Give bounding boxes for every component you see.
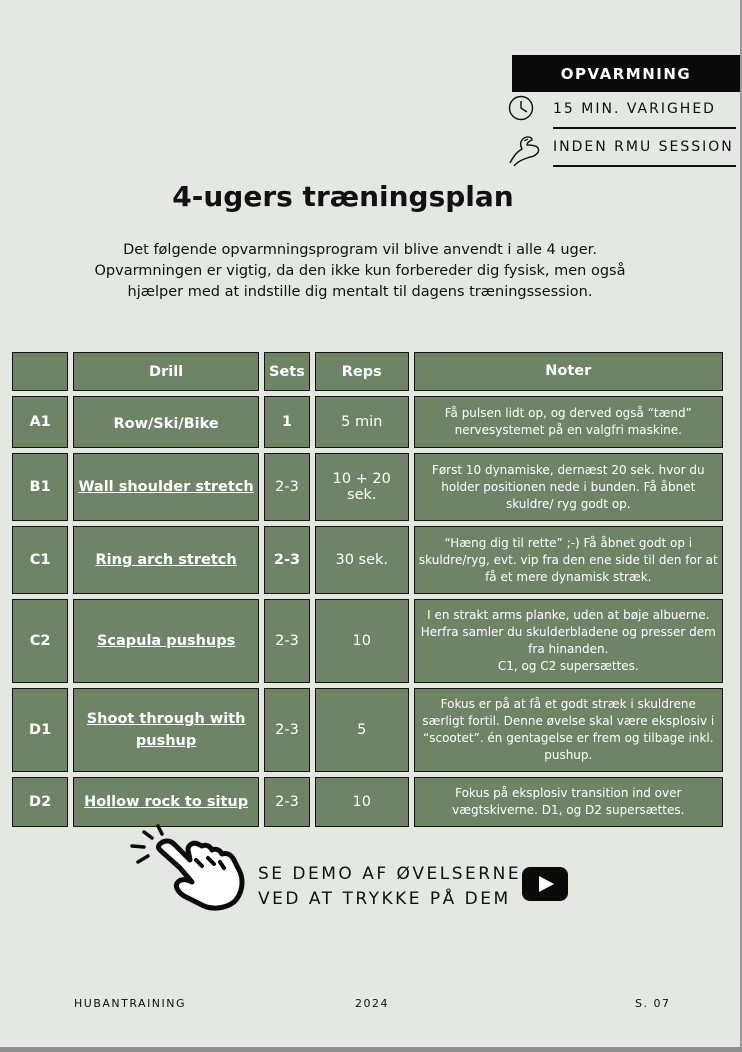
duration-underline bbox=[553, 127, 736, 129]
page-bottom-bar bbox=[0, 1047, 742, 1052]
header-sets: Sets bbox=[264, 352, 310, 391]
demo-instructions bbox=[258, 862, 521, 912]
play-triangle bbox=[539, 876, 554, 892]
header-reps: Reps bbox=[315, 352, 409, 391]
drill-cell bbox=[73, 599, 259, 683]
duration-row bbox=[508, 95, 736, 125]
drill-cell bbox=[73, 396, 259, 448]
training-plan-table bbox=[12, 347, 728, 832]
drill-demo-link[interactable]: Ring arch stretch bbox=[95, 552, 237, 568]
table-row bbox=[12, 526, 723, 594]
clock-icon bbox=[508, 95, 538, 129]
table-header-row bbox=[12, 352, 723, 391]
superset-note: C1, og C2 supersættes. bbox=[497, 659, 639, 673]
duration-label: 15 MIN. VARIGHED bbox=[553, 101, 716, 117]
youtube-play-icon[interactable] bbox=[522, 867, 568, 901]
row-id: B1 bbox=[12, 453, 68, 521]
table-row bbox=[12, 599, 723, 683]
drill-demo-link[interactable]: Wall shoulder stretch bbox=[78, 479, 254, 495]
footer-page-number: S. 07 bbox=[635, 997, 671, 1010]
drill-demo-link[interactable]: Hollow rock to situp bbox=[84, 794, 249, 810]
row-id: C2 bbox=[12, 599, 68, 683]
header-drill: Drill bbox=[73, 352, 259, 391]
notes-cell bbox=[414, 599, 723, 683]
flexed-arm-icon bbox=[508, 133, 544, 171]
notes-text: I en strakt arms planke, uden at bøje albuerne. Herfra samler du skulderbladene og presser dem fra hinanden. bbox=[420, 608, 716, 656]
session-underline bbox=[553, 165, 736, 167]
drill-demo-link[interactable]: Shoot through with pushup bbox=[86, 711, 246, 749]
session-row bbox=[508, 133, 736, 163]
notes-cell: Få pulsen lidt op, og derved også “tænd” nervesystemet på en valgfri maskine. bbox=[414, 396, 723, 448]
drill-demo-link[interactable]: Scapula pushups bbox=[96, 633, 236, 649]
intro-paragraph: Det følgende opvarmningsprogram vil blive anvendt i alle 4 uger. Opvarmningen er vigtig, da den ikke kun forbereder dig fysisk, men også hjælper med at indstille dig mentalt til dagens træningssession. bbox=[94, 242, 626, 300]
warmup-badge: OPVARMNING bbox=[512, 55, 740, 92]
sets-cell: 2-3 bbox=[264, 777, 310, 827]
row-id: C1 bbox=[12, 526, 68, 594]
notes-cell: Fokus på eksplosiv transition ind over vægtskiverne. D1, og D2 supersættes. bbox=[414, 777, 723, 827]
notes-cell: “Hæng dig til rette” ;-) Få åbnet godt op i skuldre/ryg, evt. vip fra den ene side til den for at få et mere dynamisk stræk. bbox=[414, 526, 723, 594]
row-id: A1 bbox=[12, 396, 68, 448]
header-id bbox=[12, 352, 68, 391]
notes-cell: Fokus er på at få et godt stræk i skuldrene særligt fortil. Denne øvelse skal være eksplosiv i “scootet”. én gentagelse er frem og tilbage inkl. pushup. bbox=[414, 688, 723, 772]
footer-year: 2024 bbox=[355, 997, 389, 1010]
demo-line-1: SE DEMO AF ØVELSERNE bbox=[258, 864, 522, 884]
drill-cell bbox=[73, 453, 259, 521]
reps-cell: 10 bbox=[315, 599, 409, 683]
row-id: D1 bbox=[12, 688, 68, 772]
session-label: INDEN RMU SESSION bbox=[553, 139, 734, 155]
table-row bbox=[12, 777, 723, 827]
sets-cell: 2-3 bbox=[264, 526, 310, 594]
reps-cell: 5 min bbox=[315, 396, 409, 448]
reps-cell: 10 + 20 sek. bbox=[315, 453, 409, 521]
table-row bbox=[12, 453, 723, 521]
table-row bbox=[12, 396, 723, 448]
page-title: 4-ugers træningsplan bbox=[172, 180, 514, 213]
sets-cell: 2-3 bbox=[264, 688, 310, 772]
sets-cell: 2-3 bbox=[264, 453, 310, 521]
notes-cell: Først 10 dynamiske, dernæst 20 sek. hvor du holder positionen nede i bunden. Få åbnet skuldre/ ryg godt op. bbox=[414, 453, 723, 521]
table-row bbox=[12, 688, 723, 772]
reps-cell: 10 bbox=[315, 777, 409, 827]
row-id: D2 bbox=[12, 777, 68, 827]
tap-hand-icon bbox=[130, 820, 246, 916]
sets-cell: 2-3 bbox=[264, 599, 310, 683]
reps-cell: 30 sek. bbox=[315, 526, 409, 594]
demo-line-2: VED AT TRYKKE PÅ DEM bbox=[258, 889, 511, 909]
drill-cell bbox=[73, 688, 259, 772]
reps-cell: 5 bbox=[315, 688, 409, 772]
footer-brand: HUBANTRAINING bbox=[74, 997, 187, 1010]
sets-cell: 1 bbox=[264, 396, 310, 448]
drill-cell bbox=[73, 526, 259, 594]
header-notes: Noter bbox=[414, 352, 723, 391]
drill-name: Row/Ski/Bike bbox=[113, 415, 219, 432]
